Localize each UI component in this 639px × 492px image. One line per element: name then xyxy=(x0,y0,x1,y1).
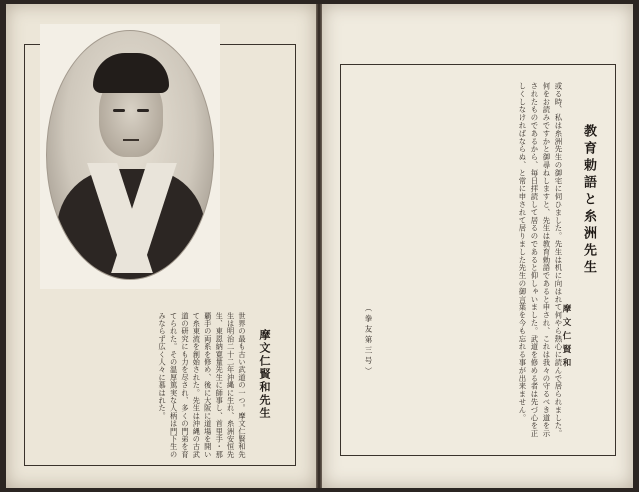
portrait-photo xyxy=(46,30,214,280)
source-note: （拳友第三号） xyxy=(364,304,373,378)
page-title: 摩文仁賢和先生 xyxy=(258,329,271,420)
left-page xyxy=(6,4,316,488)
article-author: 摩文仁賢和 xyxy=(561,304,571,372)
body-text: 世界の最も古い武道の一つ。摩文仁賢和先生は明治二十二年沖縄に生れ、糸洲安恒先生、東恩納寛量先生に師事し、首里手・那覇手の両系を修め、後に大阪に道場を開いて糸東流を創始された。先生は沖縄の古武道の研究にも力を尽され、多くの門弟を育てられた。その温厚篤実な人柄は門下生のみならず広く人々に慕はれた。 xyxy=(158,312,247,459)
article-body: 或る時、私は糸洲先生の御宅に伺ひました。先生は机に向はれて何やら熱心に読んで居られました。何をお読みですかと御尋ねしますと、先生は教育勅語であると申され、これは我々の守るべき道を示されたものであるから、毎日拝読して居るのであると仰しゃいました。武道を修める者は先づ心を正しくしなければならぬ、と常に申されて居りました先生の御言葉を今も忘れる事が出来ません。 xyxy=(518,82,563,438)
right-page xyxy=(322,4,633,488)
book-spread xyxy=(6,4,633,488)
article-title: 教育勅語と糸洲先生 xyxy=(581,124,596,277)
portrait-frame xyxy=(40,24,220,289)
